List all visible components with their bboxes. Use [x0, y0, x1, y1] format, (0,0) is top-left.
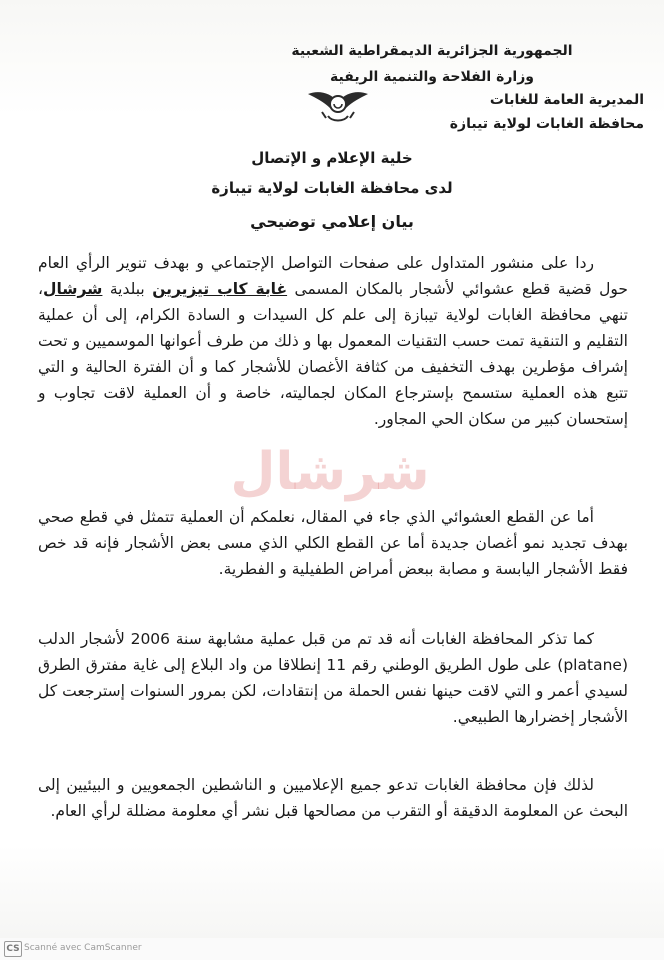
statement-title: بيان إعلامي توضيحي [250, 212, 414, 231]
ministry-name: وزارة الفلاحة والتنمية الريفية [330, 69, 534, 85]
forest-name: غابة كاب تيزيرين [152, 280, 288, 298]
p1-text-b: ببلدية [102, 280, 153, 298]
paragraph-2 [38, 504, 628, 582]
communication-cell [140, 143, 524, 203]
letterhead-directorate [449, 88, 644, 136]
camscanner-label: Scanné avec CamScanner [24, 943, 142, 953]
scanner-footer [0, 938, 664, 960]
paragraph-4 [38, 772, 628, 824]
paragraph-3 [38, 626, 628, 730]
cell-line-1: خلية الإعلام و الإتصال [251, 149, 413, 167]
conservation-name: محافظة الغابات لولاية تيبازة [449, 116, 644, 132]
p4-text: لذلك فإن محافظة الغابات تدعو جميع الإعلاميين و الناشطين الجمعويين و البيئيين إلى البحث عن المعلومة الدقيقة أو التقرب من مصالحها قبل نشر أي معلومة مضللة لرأي العام. [38, 776, 628, 820]
paragraph-1 [38, 250, 628, 432]
p2-text: أما عن القطع العشوائي الذي جاء في المقال، نعلمكم أن العملية تتمثل في قطع صحي بهدف تجديد نمو أغصان جديدة أما عن القطع الكلي الذي مسى بعض الأشجار فإنه قد خص فقط الأشجار اليابسة و مصابة ببعض أمراض الطفيلية و الفطرية. [38, 508, 628, 578]
camscanner-logo-icon: CS [4, 941, 22, 957]
forestry-emblem-icon [306, 82, 370, 128]
republic-name: الجمهورية الجزائرية الديمقراطية الشعبية [291, 43, 573, 59]
directorate-name: المديرية العامة للغابات [489, 92, 644, 108]
town-name: شرشال [43, 280, 103, 298]
p1-text-a: ردا على منشور المتداول على صفحات التواصل الإجتماعي و بهدف تنوير الرأي العام حول قضية قطع عشوائي لأشجار بالمكان المسمى [38, 254, 628, 298]
p1-text-c: ، تنهي محافظة الغابات لولاية تيبازة إلى علم كل السيدات و السادة الكرام، إلى أن عملية التقليم و التنقية تمت حسب التقنيات المعمول بها و ذلك من طرف أعوانها الموسميين و تحت إشراف مؤطرين بهدف التخفيف من كثافة الأغصان للأشجار كما و أن الفترة الحالية و التي تتبع هذه العملية ستسمح بإسترجاع المكان لجماليته، خاصة و أن العملية لاقت تجاوب و إستحسان كبير من سكان الحي المجاور. [38, 280, 628, 428]
p3-text: كما تذكر المحافظة الغابات أنه قد تم من قبل عملية مشابهة سنة 2006 لأشجار الدلب (platane) على طول الطريق الوطني رقم 11 إنطلاقا من واد البلاع إلى غاية مفترق الطرق لسيدي أعمر و التي لاقت حينها نفس الحملة من إنتقادات، لكن بمرور السنوات إسترجعت كل الأشجار إخضرارها الطبيعي. [38, 630, 628, 726]
watermark: شرشال [230, 442, 430, 502]
cell-line-2: لدى محافظة الغابات لولاية تيبازة [211, 179, 453, 197]
